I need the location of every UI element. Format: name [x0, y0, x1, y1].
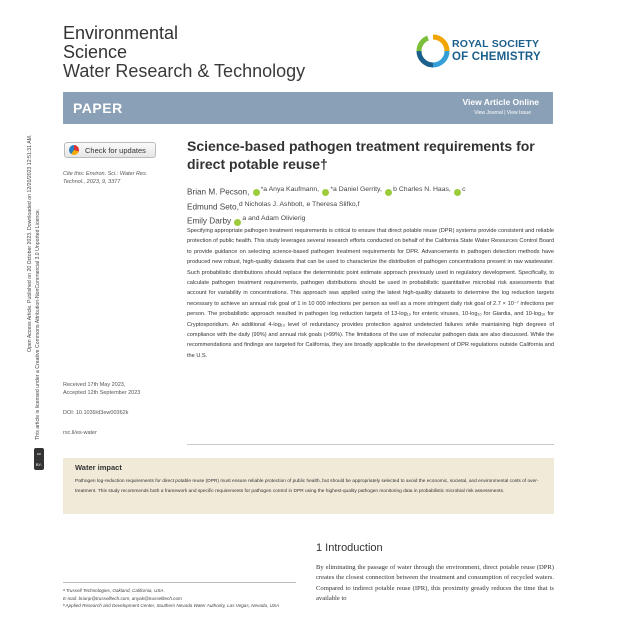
publisher-name	[452, 38, 541, 64]
abstract: Specifying appropriate pathogen treatment requirements is critical to ensure that direct potable reuse (DPR) systems provide consistent and reliable protection of public health. This study leverages several research efforts conducted on behalf of the California State Water Resources Control Board to provide guidance on selecting science-based pathogen treatment requirements for DPR. Advancements in pathogen detection methods have produced new robust, high-quality datasets that can be used to characterize the distribution of pathogen concentrations present in raw wastewater. Such probabilistic distributions should replace the deterministic point estimate approach previously used in regulatory development. Specifically, to calculate pathogen treatment requirements, pathogen distributions should be used in probabilistic quantitative microbial risk assessments that account for variability in concentrations. This approach was applied using the latest high-quality datasets to determine the log reduction targets necessary to achieve an annual risk goal of 1 in 10 000 infections per person as well as a more stringent daily risk goal of 2.7 × 10⁻⁷ infections per person. The probabilistic approach resulted in pathogen log reduction targets of 13-log₁₀ for enteric viruses, 10-log₁₀ for Giardia, and 10-log₁₀ for Cryptosporidium. An additional 4-log₁₀ level of redundancy provides protection against undetected failures while maintaining high degrees of compliance with the daily (99%) and annual risk goals (>99%). The limitations of the use of molecular pathogen data are also discussed. While the recommendations and findings are targeted for California, they are broadly applicable to the development of DPR regulations outside California and the U.S.	[187, 228, 554, 359]
check-for-updates-label: Check for updates	[85, 146, 146, 155]
affiliation-divider	[63, 582, 296, 583]
abstract-divider	[187, 444, 554, 445]
rsc-logo-icon	[416, 34, 450, 68]
view-journal-issue-links[interactable]: View Journal | View Issue	[474, 110, 531, 116]
affiliations	[63, 587, 295, 610]
article-title: Science-based pathogen treatment requirements for direct potable reuse†	[187, 138, 535, 172]
water-impact-text: Pathogen log-reduction requirements for direct potable reuse (DPR) must ensure reliable protection of public health, but should be appropriately selected to avoid the economic, societal, and environmental costs of over-treatment. This study recommends both a framework and specific requirements for pathogen control in DPR using the highest-quality pathogen monitoring data in probabilistic microbial risk assessments.	[75, 479, 539, 494]
author-name[interactable]: Emily Darby	[187, 217, 232, 227]
introduction-heading: 1 Introduction	[316, 542, 383, 554]
check-for-updates-button[interactable]	[64, 142, 156, 158]
license-notice-line2: This article is licensed under a Creative Commons Attribution-NonCommercial 3.0 Unported Licence.	[35, 208, 41, 440]
author-name[interactable]: Edmund Seto,	[187, 202, 239, 212]
introduction-body: By eliminating the passage of water through the environment, direct potable reuse (DPR) creates the closest connection between the treatment and consumption of recycled waters. Compared to indirect potable reuse (IPR), this proximity greatly reduces the time that is available to	[316, 564, 554, 603]
orcid-icon[interactable]	[234, 219, 241, 226]
cc-license-badge[interactable]: cc BY-NC	[34, 448, 44, 470]
author-name[interactable]: Brian M. Pecson,	[187, 187, 250, 197]
citation-line1: Cite this: Environ. Sci.: Water Res.	[63, 171, 148, 177]
journal-title-line3: Water Research & Technology	[63, 61, 306, 81]
author-affil: b Charles N. Haas,	[393, 186, 451, 193]
article-type-banner	[63, 92, 553, 124]
publisher-name-line1: ROYAL SOCIETY	[452, 38, 540, 50]
crossmark-icon	[69, 145, 79, 155]
water-impact-box	[63, 458, 554, 514]
orcid-icon[interactable]	[385, 189, 392, 196]
author-affil: a and Adam Olivieri	[242, 215, 302, 223]
author-affil: f	[357, 200, 360, 208]
affiliation-email[interactable]: E-mail: brianp@trusselltech.com, anyak@trusselltech.com	[63, 595, 182, 601]
accepted-date: Accepted 12th September 2023	[63, 390, 141, 396]
article-type-label: PAPER	[73, 100, 123, 116]
license-notice-line1: Open Access Article. Published on 20 October 2023. Downloaded on 12/20/2023 12:51:31 AM.	[27, 134, 33, 352]
citation	[63, 170, 173, 186]
author-affil: *a Anya Kaufmann,	[260, 186, 320, 193]
author-affil: d Nicholas J. Ashbolt,	[238, 200, 305, 208]
affiliation-a: ᵃ Trussell Technologies, Oakland, California, USA.	[63, 588, 165, 593]
author-affil: *a Daniel Gerrity,	[330, 186, 382, 193]
journal-title-line1: Environmental	[63, 23, 179, 43]
journal-site-link[interactable]: rsc.li/es-water	[63, 430, 97, 436]
author-affil: c	[462, 186, 466, 193]
publisher-name-line2: OF CHEMISTRY	[452, 51, 541, 63]
journal-title	[63, 24, 305, 81]
journal-title-line2: Science	[63, 42, 128, 62]
author-affil: g	[301, 215, 306, 223]
license-notice	[0, 0, 60, 622]
water-impact-heading: Water impact	[75, 463, 122, 472]
citation-line2: Technol., 2023, 9, 3377	[63, 179, 121, 185]
affiliation-b: ᵇ Applied Research and Development Center, Southern Nevada Water Authority, Las Vegas, Nevada, USA	[63, 603, 280, 609]
orcid-icon[interactable]	[322, 189, 329, 196]
doi[interactable]: DOI: 10.1039/d3ew00362k	[63, 410, 129, 416]
orcid-icon[interactable]	[253, 189, 260, 196]
received-date: Received 17th May 2023,	[63, 382, 126, 388]
orcid-icon[interactable]	[454, 189, 461, 196]
author-affil: e Theresa Slifko,	[306, 200, 358, 208]
view-article-online-link[interactable]: View Article Online	[462, 97, 539, 107]
author-list	[187, 184, 557, 228]
